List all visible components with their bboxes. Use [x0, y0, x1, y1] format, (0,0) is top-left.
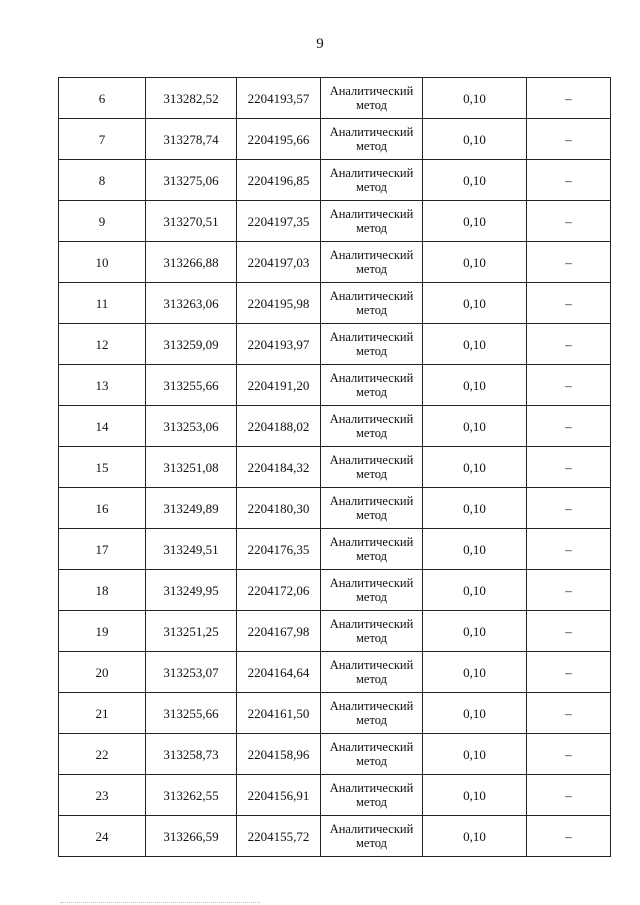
note-cell: [527, 160, 611, 201]
accuracy-text: 0,10: [463, 131, 486, 147]
y-coordinate-text: 2204196,85: [247, 172, 310, 188]
accuracy-text: 0,10: [463, 500, 486, 516]
method-cell: [321, 78, 423, 119]
method-cell: [321, 611, 423, 652]
x-coordinate-cell: [146, 78, 237, 119]
y-coordinate-cell: [237, 529, 321, 570]
table-row: [59, 693, 611, 734]
accuracy-cell: [423, 570, 527, 611]
accuracy-text: 0,10: [463, 787, 486, 803]
accuracy-text: 0,10: [463, 295, 486, 311]
y-coordinate-text: 2204156,91: [247, 787, 310, 803]
point-number-text: 20: [95, 664, 109, 680]
accuracy-cell: [423, 201, 527, 242]
method-text: Аналитический метод: [329, 125, 414, 153]
note-text: –: [565, 459, 572, 475]
note-cell: [527, 529, 611, 570]
table-row: [59, 160, 611, 201]
method-text: Аналитический метод: [329, 453, 414, 481]
method-cell: [321, 775, 423, 816]
y-coordinate-cell: [237, 242, 321, 283]
table-row: [59, 488, 611, 529]
accuracy-text: 0,10: [463, 746, 486, 762]
method-text: Аналитический метод: [329, 781, 414, 809]
accuracy-text: 0,10: [463, 541, 486, 557]
x-coordinate-cell: [146, 734, 237, 775]
method-text: Аналитический метод: [329, 822, 414, 850]
accuracy-text: 0,10: [463, 664, 486, 680]
method-text: Аналитический метод: [329, 412, 414, 440]
method-text: Аналитический метод: [329, 166, 414, 194]
method-text: Аналитический метод: [329, 576, 414, 604]
point-number-text: 22: [95, 746, 109, 762]
point-number-text: 24: [95, 828, 109, 844]
x-coordinate-text: 313263,06: [163, 295, 219, 311]
table-row: [59, 529, 611, 570]
y-coordinate-text: 2204167,98: [247, 623, 310, 639]
x-coordinate-text: 313282,52: [163, 90, 219, 106]
y-coordinate-cell: [237, 693, 321, 734]
note-text: –: [565, 336, 572, 352]
point-number-text: 12: [95, 336, 109, 352]
footer-rule: [60, 902, 260, 903]
y-coordinate-text: 2204195,66: [247, 131, 310, 147]
y-coordinate-cell: [237, 283, 321, 324]
x-coordinate-cell: [146, 160, 237, 201]
accuracy-cell: [423, 447, 527, 488]
x-coordinate-text: 313249,95: [163, 582, 219, 598]
point-number-text: 8: [98, 172, 106, 188]
accuracy-text: 0,10: [463, 582, 486, 598]
x-coordinate-text: 313262,55: [163, 787, 219, 803]
point-number-cell: [59, 78, 146, 119]
note-cell: [527, 816, 611, 857]
note-cell: [527, 652, 611, 693]
accuracy-text: 0,10: [463, 90, 486, 106]
accuracy-cell: [423, 406, 527, 447]
method-cell: [321, 283, 423, 324]
accuracy-text: 0,10: [463, 418, 486, 434]
table-row: [59, 283, 611, 324]
method-cell: [321, 119, 423, 160]
method-cell: [321, 365, 423, 406]
point-number-cell: [59, 734, 146, 775]
table-row: [59, 775, 611, 816]
y-coordinate-cell: [237, 816, 321, 857]
method-cell: [321, 160, 423, 201]
point-number-text: 23: [95, 787, 109, 803]
point-number-cell: [59, 816, 146, 857]
method-text: Аналитический метод: [329, 207, 414, 235]
accuracy-cell: [423, 529, 527, 570]
note-cell: [527, 570, 611, 611]
x-coordinate-text: 313270,51: [163, 213, 219, 229]
point-number-cell: [59, 652, 146, 693]
x-coordinate-text: 313253,07: [163, 664, 219, 680]
point-number-cell: [59, 160, 146, 201]
x-coordinate-cell: [146, 693, 237, 734]
table-row: [59, 447, 611, 488]
x-coordinate-cell: [146, 447, 237, 488]
note-cell: [527, 283, 611, 324]
y-coordinate-text: 2204180,30: [247, 500, 310, 516]
accuracy-text: 0,10: [463, 828, 486, 844]
y-coordinate-cell: [237, 652, 321, 693]
x-coordinate-text: 313255,66: [163, 705, 219, 721]
note-text: –: [565, 377, 572, 393]
point-number-cell: [59, 365, 146, 406]
accuracy-text: 0,10: [463, 377, 486, 393]
table-row: [59, 365, 611, 406]
x-coordinate-cell: [146, 611, 237, 652]
point-number-cell: [59, 570, 146, 611]
method-text: Аналитический метод: [329, 371, 414, 399]
accuracy-cell: [423, 283, 527, 324]
point-number-text: 19: [95, 623, 109, 639]
method-text: Аналитический метод: [329, 494, 414, 522]
note-text: –: [565, 418, 572, 434]
y-coordinate-text: 2204184,32: [247, 459, 310, 475]
accuracy-cell: [423, 78, 527, 119]
note-text: –: [565, 746, 572, 762]
accuracy-cell: [423, 816, 527, 857]
table-body: [59, 78, 611, 857]
note-cell: [527, 611, 611, 652]
note-text: –: [565, 500, 572, 516]
y-coordinate-text: 2204197,35: [247, 213, 310, 229]
point-number-text: 16: [95, 500, 109, 516]
x-coordinate-text: 313251,08: [163, 459, 219, 475]
note-cell: [527, 488, 611, 529]
x-coordinate-text: 313253,06: [163, 418, 219, 434]
y-coordinate-text: 2204188,02: [247, 418, 310, 434]
x-coordinate-cell: [146, 775, 237, 816]
y-coordinate-cell: [237, 78, 321, 119]
point-number-text: 9: [98, 213, 106, 229]
y-coordinate-text: 2204172,06: [247, 582, 310, 598]
note-cell: [527, 406, 611, 447]
method-text: Аналитический метод: [329, 535, 414, 563]
accuracy-cell: [423, 693, 527, 734]
note-cell: [527, 242, 611, 283]
point-number-text: 6: [98, 90, 106, 106]
table-row: [59, 734, 611, 775]
accuracy-text: 0,10: [463, 172, 486, 188]
y-coordinate-cell: [237, 160, 321, 201]
coordinates-table: [58, 77, 611, 857]
method-cell: [321, 652, 423, 693]
method-text: Аналитический метод: [329, 617, 414, 645]
point-number-cell: [59, 447, 146, 488]
y-coordinate-cell: [237, 775, 321, 816]
method-cell: [321, 242, 423, 283]
note-text: –: [565, 295, 572, 311]
point-number-cell: [59, 283, 146, 324]
accuracy-cell: [423, 160, 527, 201]
point-number-cell: [59, 406, 146, 447]
y-coordinate-cell: [237, 406, 321, 447]
table-row: [59, 324, 611, 365]
method-text: Аналитический метод: [329, 740, 414, 768]
method-cell: [321, 488, 423, 529]
x-coordinate-cell: [146, 201, 237, 242]
accuracy-text: 0,10: [463, 459, 486, 475]
x-coordinate-cell: [146, 816, 237, 857]
accuracy-cell: [423, 324, 527, 365]
note-cell: [527, 324, 611, 365]
x-coordinate-cell: [146, 529, 237, 570]
point-number-cell: [59, 775, 146, 816]
accuracy-text: 0,10: [463, 705, 486, 721]
x-coordinate-text: 313266,59: [163, 828, 219, 844]
note-text: –: [565, 705, 572, 721]
note-text: –: [565, 254, 572, 270]
y-coordinate-cell: [237, 488, 321, 529]
note-text: –: [565, 213, 572, 229]
method-cell: [321, 734, 423, 775]
note-cell: [527, 447, 611, 488]
y-coordinate-cell: [237, 201, 321, 242]
note-cell: [527, 693, 611, 734]
page-number: 9: [316, 36, 324, 52]
note-text: –: [565, 664, 572, 680]
x-coordinate-cell: [146, 242, 237, 283]
point-number-text: 17: [95, 541, 109, 557]
method-text: Аналитический метод: [329, 699, 414, 727]
point-number-text: 14: [95, 418, 109, 434]
method-cell: [321, 406, 423, 447]
x-coordinate-cell: [146, 119, 237, 160]
x-coordinate-cell: [146, 324, 237, 365]
note-cell: [527, 775, 611, 816]
point-number-cell: [59, 488, 146, 529]
table-row: [59, 611, 611, 652]
method-text: Аналитический метод: [329, 330, 414, 358]
point-number-text: 10: [95, 254, 109, 270]
y-coordinate-text: 2204164,64: [247, 664, 310, 680]
point-number-cell: [59, 324, 146, 365]
x-coordinate-text: 313266,88: [163, 254, 219, 270]
accuracy-cell: [423, 775, 527, 816]
note-text: –: [565, 90, 572, 106]
y-coordinate-text: 2204155,72: [247, 828, 310, 844]
note-text: –: [565, 623, 572, 639]
y-coordinate-text: 2204197,03: [247, 254, 310, 270]
accuracy-text: 0,10: [463, 336, 486, 352]
point-number-cell: [59, 529, 146, 570]
point-number-text: 13: [95, 377, 109, 393]
method-cell: [321, 201, 423, 242]
y-coordinate-cell: [237, 570, 321, 611]
note-cell: [527, 119, 611, 160]
point-number-cell: [59, 119, 146, 160]
y-coordinate-cell: [237, 324, 321, 365]
x-coordinate-cell: [146, 406, 237, 447]
accuracy-cell: [423, 119, 527, 160]
y-coordinate-cell: [237, 119, 321, 160]
point-number-text: 7: [98, 131, 106, 147]
point-number-cell: [59, 242, 146, 283]
method-text: Аналитический метод: [329, 84, 414, 112]
accuracy-text: 0,10: [463, 254, 486, 270]
x-coordinate-text: 313278,74: [163, 131, 219, 147]
x-coordinate-cell: [146, 283, 237, 324]
x-coordinate-text: 313258,73: [163, 746, 219, 762]
x-coordinate-cell: [146, 652, 237, 693]
table-row: [59, 119, 611, 160]
note-text: –: [565, 828, 572, 844]
y-coordinate-text: 2204158,96: [247, 746, 310, 762]
y-coordinate-text: 2204161,50: [247, 705, 310, 721]
x-coordinate-text: 313249,89: [163, 500, 219, 516]
x-coordinate-cell: [146, 365, 237, 406]
accuracy-cell: [423, 365, 527, 406]
y-coordinate-cell: [237, 447, 321, 488]
y-coordinate-text: 2204176,35: [247, 541, 310, 557]
y-coordinate-text: 2204195,98: [247, 295, 310, 311]
y-coordinate-cell: [237, 734, 321, 775]
note-cell: [527, 201, 611, 242]
note-text: –: [565, 787, 572, 803]
y-coordinate-cell: [237, 365, 321, 406]
method-cell: [321, 693, 423, 734]
y-coordinate-text: 2204191,20: [247, 377, 310, 393]
accuracy-cell: [423, 652, 527, 693]
accuracy-text: 0,10: [463, 623, 486, 639]
accuracy-cell: [423, 242, 527, 283]
table-row: [59, 78, 611, 119]
table-row: [59, 201, 611, 242]
point-number-text: 11: [95, 295, 109, 311]
note-text: –: [565, 582, 572, 598]
x-coordinate-text: 313251,25: [163, 623, 219, 639]
table-row: [59, 242, 611, 283]
method-cell: [321, 324, 423, 365]
accuracy-cell: [423, 488, 527, 529]
method-text: Аналитический метод: [329, 248, 414, 276]
table-row: [59, 816, 611, 857]
x-coordinate-text: 313259,09: [163, 336, 219, 352]
method-text: Аналитический метод: [329, 289, 414, 317]
accuracy-cell: [423, 611, 527, 652]
method-cell: [321, 529, 423, 570]
table-row: [59, 570, 611, 611]
x-coordinate-cell: [146, 570, 237, 611]
table-row: [59, 406, 611, 447]
point-number-text: 15: [95, 459, 109, 475]
note-cell: [527, 78, 611, 119]
y-coordinate-cell: [237, 611, 321, 652]
x-coordinate-text: 313275,06: [163, 172, 219, 188]
accuracy-text: 0,10: [463, 213, 486, 229]
note-text: –: [565, 172, 572, 188]
point-number-cell: [59, 201, 146, 242]
point-number-text: 18: [95, 582, 109, 598]
note-text: –: [565, 541, 572, 557]
x-coordinate-text: 313255,66: [163, 377, 219, 393]
x-coordinate-text: 313249,51: [163, 541, 219, 557]
note-cell: [527, 365, 611, 406]
y-coordinate-text: 2204193,97: [247, 336, 310, 352]
table-row: [59, 652, 611, 693]
method-cell: [321, 447, 423, 488]
point-number-text: 21: [95, 705, 109, 721]
method-text: Аналитический метод: [329, 658, 414, 686]
point-number-cell: [59, 611, 146, 652]
accuracy-cell: [423, 734, 527, 775]
note-cell: [527, 734, 611, 775]
method-cell: [321, 570, 423, 611]
y-coordinate-text: 2204193,57: [247, 90, 310, 106]
point-number-cell: [59, 693, 146, 734]
method-cell: [321, 816, 423, 857]
note-text: –: [565, 131, 572, 147]
x-coordinate-cell: [146, 488, 237, 529]
